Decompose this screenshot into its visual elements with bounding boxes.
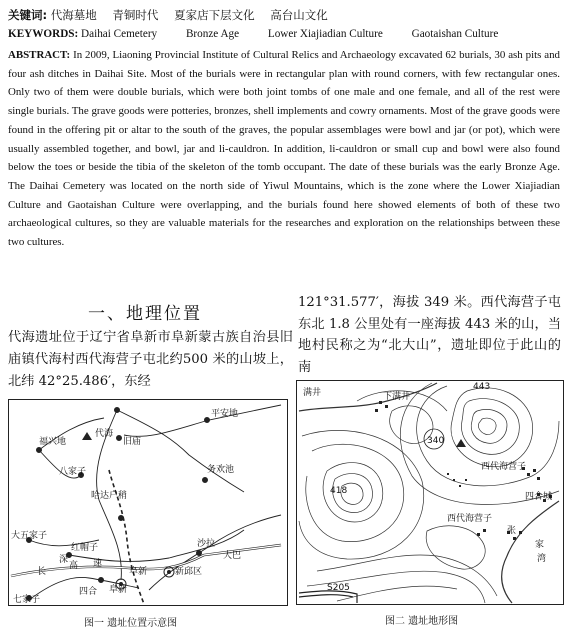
map-label: 长 <box>37 567 47 577</box>
map-label: S205 <box>327 583 350 593</box>
map-label: 平安地 <box>211 409 239 419</box>
keyword-cn: 代海墓地 <box>50 8 97 22</box>
map-label: 阜新 <box>129 567 148 577</box>
map-label: 新邱区 <box>175 567 203 577</box>
location-map <box>8 399 288 606</box>
road-line <box>124 405 281 436</box>
map1-caption: 图一 遗址位置示意图 <box>84 618 178 629</box>
map-label: 418 <box>330 486 348 496</box>
road-line <box>117 410 244 492</box>
body-text-left: 代海遗址位于辽宁省阜新市阜新蒙古族自治县旧庙镇代海村西代海营子屯北约500 米的山坡上，北纬 42°25.486′，东经 <box>8 330 293 389</box>
map-label: 西代海营子 <box>447 514 493 524</box>
location-map-drawing <box>9 400 287 605</box>
site-marker-icon <box>82 432 92 440</box>
map-label: 340 <box>427 436 445 446</box>
map-label: 福兴地 <box>39 437 67 447</box>
map-label: 七家子 <box>13 595 41 605</box>
abstract-text: In 2009, Liaoning Provincial Institute of Cultural Relics and Archaeology excavated 62 burials, 30 ash pits and four ash ditches in Daihai Site. Most of the burials were in rectangular plan with round corners, with few rectangular ones. Only two of them were double burials, which were both joint tombs of one male and one female, and all of the rest were single burials. The grave goods were potteries, bronzes, shell implements and cowry ornaments. Most of the grave goods were found in the offering pit or altar to the south of the graves, the popular assemblages were bowl and jar (or pot), which were usually assembled together, and bowl, jar and li-cauldron. In addition, li-cauldron or small cup and bowl were also found below the toes or beside the tibia of the skeleton of the tomb occupant. The date of these burials was the early Bronze Age. The Daihai Cemetery was located on the north side of Yiwul Mountains, which is the zone where the Lower Xiajiadian Culture and Gaotaishan Culture were overlapping, and the burials found here showed elements of both of these two archaeological cultures, so they are valuable materials for the researches and exploration on the relationships between these two cultures. <box>8 49 560 249</box>
keyword-cn: 高台山文化 <box>270 8 328 22</box>
map2-caption: 图二 遗址地形图 <box>385 616 459 627</box>
map-label: 湾 <box>537 554 547 564</box>
contour-line <box>451 388 533 467</box>
map-label: 满井 <box>303 388 322 398</box>
topographic-map-drawing <box>297 381 563 604</box>
map-label: 旧庙 <box>123 437 142 447</box>
map-label: 下满井 <box>383 392 411 402</box>
map-label: 务欢池 <box>207 465 235 475</box>
map-label: 代海 <box>95 429 114 439</box>
keyword-en: Lower Xiajiadian Culture <box>267 28 383 40</box>
map-label: 西代海营子 <box>481 462 527 472</box>
map-label: 四合城 <box>525 492 553 502</box>
keyword-en: Bronze Age <box>185 28 240 40</box>
keyword-en: Daihai Cemetery <box>81 28 158 40</box>
body-text-right: 121°31.577′，海拔 349 米。西代海营子屯东北 1.8 公里处有一座海拔 443 米的山，当地村民称之为“北大山”，遗址即位于此山的南 <box>298 295 561 375</box>
map-label: 深 <box>59 555 69 565</box>
site-marker-icon <box>456 439 466 447</box>
map-label: 大巴 <box>223 551 242 561</box>
map-label: 四合 <box>79 587 98 597</box>
map-label: 大五家子 <box>11 531 48 541</box>
abstract <box>8 46 560 252</box>
keywords-cn <box>8 7 340 23</box>
map-label: 443 <box>473 382 491 392</box>
map-label: 张 <box>507 526 517 536</box>
section-title: 一、地理位置 <box>88 304 202 324</box>
map-label: 八家子 <box>59 467 87 477</box>
road-line <box>502 501 559 603</box>
keyword-en: Gaotaishan Culture <box>411 28 499 40</box>
map-label: 沙拉 <box>197 539 216 549</box>
map-label: 哈达户稍 <box>91 491 128 501</box>
topographic-map <box>296 380 564 605</box>
keyword-cn: 青铜时代 <box>112 8 159 22</box>
keywords-en-label: KEYWORDS: <box>8 28 79 40</box>
keywords-en <box>8 28 524 40</box>
keywords-cn-label: 关键词: <box>8 8 48 22</box>
keyword-cn: 夏家店下层文化 <box>174 8 255 22</box>
map-label: 速 <box>93 559 103 569</box>
map-label: 红帽子 <box>71 543 99 553</box>
map-label: 阜新 <box>109 585 128 595</box>
map-label: 高 <box>69 561 79 571</box>
map-label: 家 <box>535 540 545 550</box>
abstract-label: ABSTRACT: <box>8 49 71 61</box>
